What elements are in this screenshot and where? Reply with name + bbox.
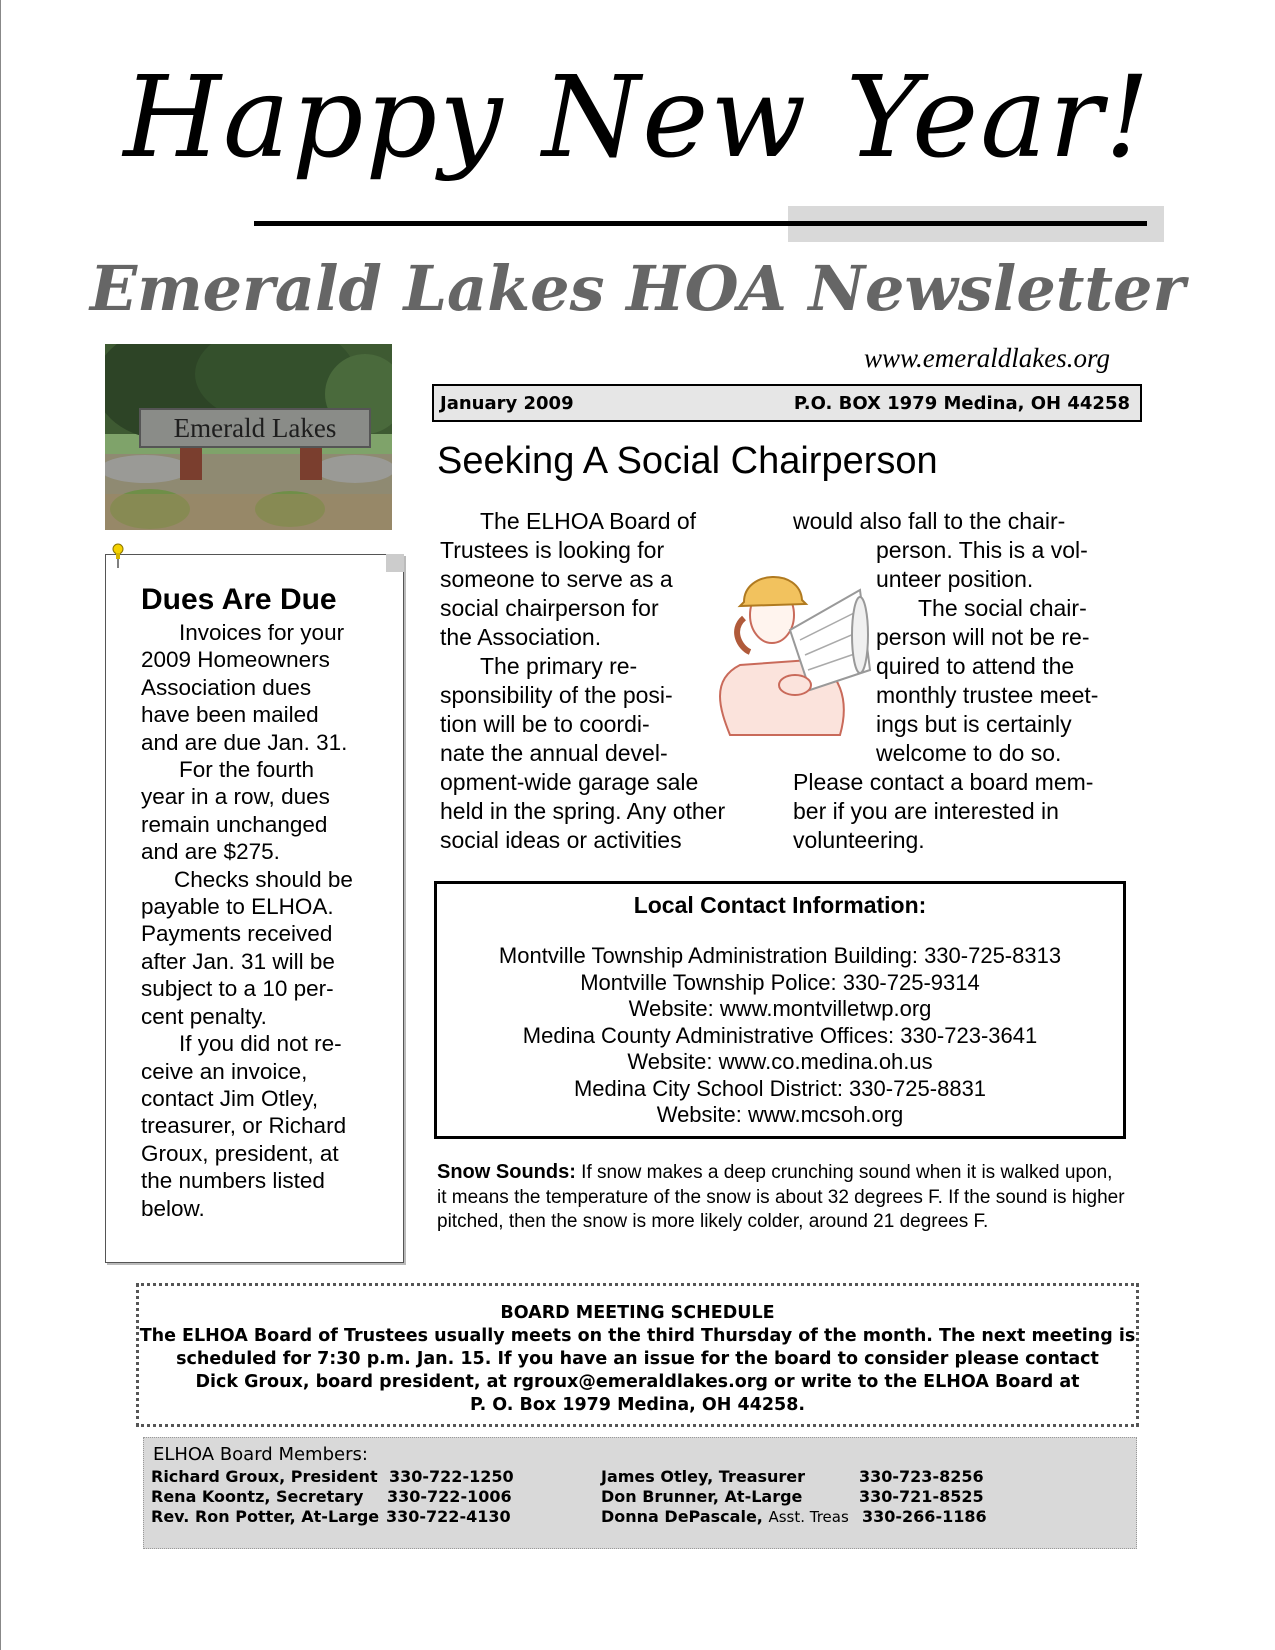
article-line: Please contact a board mem- <box>793 769 1094 795</box>
article-line: would also fall to the chair- <box>793 508 1066 534</box>
board-members-title: ELHOA Board Members: <box>153 1444 368 1465</box>
article-line: welcome to do so. <box>876 740 1062 766</box>
dues-line: the numbers listed <box>141 1168 325 1194</box>
member-name: Donna DePascale, <box>601 1507 763 1526</box>
contact-title: Local Contact Information: <box>633 892 927 918</box>
snow-sounds-note <box>437 1160 1127 1235</box>
member-name-with-role <box>601 1507 849 1526</box>
dues-line: ceive an invoice, <box>141 1058 308 1084</box>
dues-line: Checks should be <box>174 866 353 892</box>
article-line: person. This is a vol- <box>876 537 1088 563</box>
article-line: unteer position. <box>876 566 1034 592</box>
title-rule <box>254 221 1147 226</box>
contact-line: Website: www.montvilletwp.org <box>628 996 932 1021</box>
article-line: the Association. <box>440 624 602 650</box>
dues-line: and are due Jan. 31. <box>141 729 348 755</box>
main-title: Happy New Year! <box>123 53 1152 183</box>
article-line: someone to serve as a <box>440 566 673 592</box>
article-line: The social chair- <box>918 595 1087 621</box>
article-line: social ideas or activities <box>440 827 682 853</box>
dues-line: treasurer, or Richard <box>141 1113 347 1139</box>
contact-line: Website: www.mcsoh.org <box>656 1102 904 1127</box>
snow-sounds-label: Snow Sounds: <box>437 1161 576 1183</box>
article-line: opment-wide garage sale <box>440 769 699 795</box>
dues-line: below. <box>141 1195 205 1221</box>
dues-line: Invoices for your <box>179 620 345 645</box>
article-line: nate the annual devel- <box>440 740 668 766</box>
page-edge-line <box>0 0 1 1650</box>
sign-text: Emerald Lakes <box>173 413 337 443</box>
dues-line: Payments received <box>141 921 333 947</box>
article-line: ings but is certainly <box>876 711 1072 737</box>
po-box-address: P.O. BOX 1979 Medina, OH 44258 <box>793 393 1130 414</box>
meeting-line: scheduled for 7:30 p.m. Jan. 15. If you have an issue for the board to consider please contact <box>176 1349 1099 1369</box>
meeting-line: The ELHOA Board of Trustees usually meets on the third Thursday of the month. The next meeting is <box>139 1326 1136 1346</box>
meeting-line: P. O. Box 1979 Medina, OH 44258. <box>469 1395 806 1415</box>
website-url: www.emeraldlakes.org <box>864 343 1110 373</box>
dues-line: and are $275. <box>141 839 280 865</box>
dues-line: For the fourth <box>179 757 315 783</box>
board-meeting-schedule <box>136 1283 1139 1427</box>
article-line: volunteering. <box>793 827 925 853</box>
snow-sounds-text: If snow makes a deep crunching sound when it is walked upon, it means the temperature of the snow is about 32 degrees F. If the sound is higher pitched, then the snow is more likely colder, around 21 degrees F. <box>437 1162 1125 1232</box>
member-phone: 330-722-1250 <box>389 1467 514 1486</box>
dues-line: payable to ELHOA. <box>141 894 334 920</box>
article-line: sponsibility of the posi- <box>440 682 673 708</box>
member-name: Rena Koontz, Secretary <box>151 1487 364 1506</box>
member-phone: 330-722-4130 <box>386 1507 511 1526</box>
article-line: person will not be re- <box>876 624 1090 650</box>
dues-line: have been mailed <box>141 702 319 728</box>
member-phone: 330-722-1006 <box>387 1487 512 1506</box>
article-line: monthly trustee meet- <box>876 682 1099 708</box>
hardhat-woman-clipart <box>700 560 875 740</box>
dues-text <box>141 619 391 1222</box>
member-phone: 330-721-8525 <box>859 1487 984 1506</box>
member-phone: 330-266-1186 <box>862 1507 987 1526</box>
article-line: The primary re- <box>480 653 638 679</box>
board-members-box <box>143 1437 1137 1549</box>
dues-line: cent penalty. <box>141 1003 267 1029</box>
member-name: Rev. Ron Potter, At-Large <box>151 1507 380 1526</box>
article-line: held in the spring. Any other <box>440 798 726 824</box>
dues-line: 2009 Homeowners <box>141 647 330 673</box>
dues-line: Groux, president, at <box>141 1140 339 1166</box>
member-name: Don Brunner, At-Large <box>601 1487 803 1506</box>
dues-line: subject to a 10 per- <box>141 976 334 1002</box>
article-line: tion will be to coordi- <box>440 711 650 737</box>
newsletter-subtitle: Emerald Lakes HOA Newsletter <box>89 252 1186 325</box>
article-line: Trustees is looking for <box>440 537 665 563</box>
dues-line: after Jan. 31 will be <box>141 948 335 974</box>
dues-line: contact Jim Otley, <box>141 1085 319 1111</box>
article-headline: Seeking A Social Chairperson <box>437 440 938 482</box>
dues-line: Association dues <box>141 674 312 700</box>
issue-date-bar <box>432 384 1142 422</box>
page-curl-corner <box>386 554 404 572</box>
dues-line: If you did not re- <box>179 1031 342 1057</box>
local-contact-box <box>434 881 1126 1139</box>
contact-line: Montville Township Police: 330-725-9314 <box>580 969 980 995</box>
article-line: The ELHOA Board of <box>480 508 697 534</box>
contact-line: Medina City School District: 330-725-8831 <box>573 1075 987 1101</box>
article-line: ber if you are interested in <box>793 798 1059 824</box>
member-name: James Otley, Treasurer <box>601 1467 806 1486</box>
dues-title: Dues Are Due <box>141 583 337 616</box>
dues-line: year in a row, dues <box>141 784 330 810</box>
contact-line: Website: www.co.medina.oh.us <box>627 1049 933 1074</box>
member-name: Richard Groux, President <box>151 1467 378 1486</box>
contact-line: Montville Township Administration Building: 330-725-8313 <box>498 943 1062 968</box>
contact-line: Medina County Administrative Offices: 330-723-3641 <box>522 1022 1038 1048</box>
article-line: social chairperson for <box>440 595 659 621</box>
member-role: Asst. Treas <box>768 1508 849 1526</box>
meeting-line: Dick Groux, board president, at rgroux@emeraldlakes.org or write to the ELHOA Board at <box>195 1372 1080 1392</box>
member-phone: 330-723-8256 <box>859 1467 984 1486</box>
pushpin-icon <box>110 543 126 569</box>
dues-line: remain unchanged <box>141 811 328 837</box>
emerald-lakes-sign-photo <box>105 344 392 530</box>
meeting-title: BOARD MEETING SCHEDULE <box>500 1303 775 1323</box>
issue-date: January 2009 <box>440 393 574 414</box>
article-line: quired to attend the <box>876 653 1075 679</box>
